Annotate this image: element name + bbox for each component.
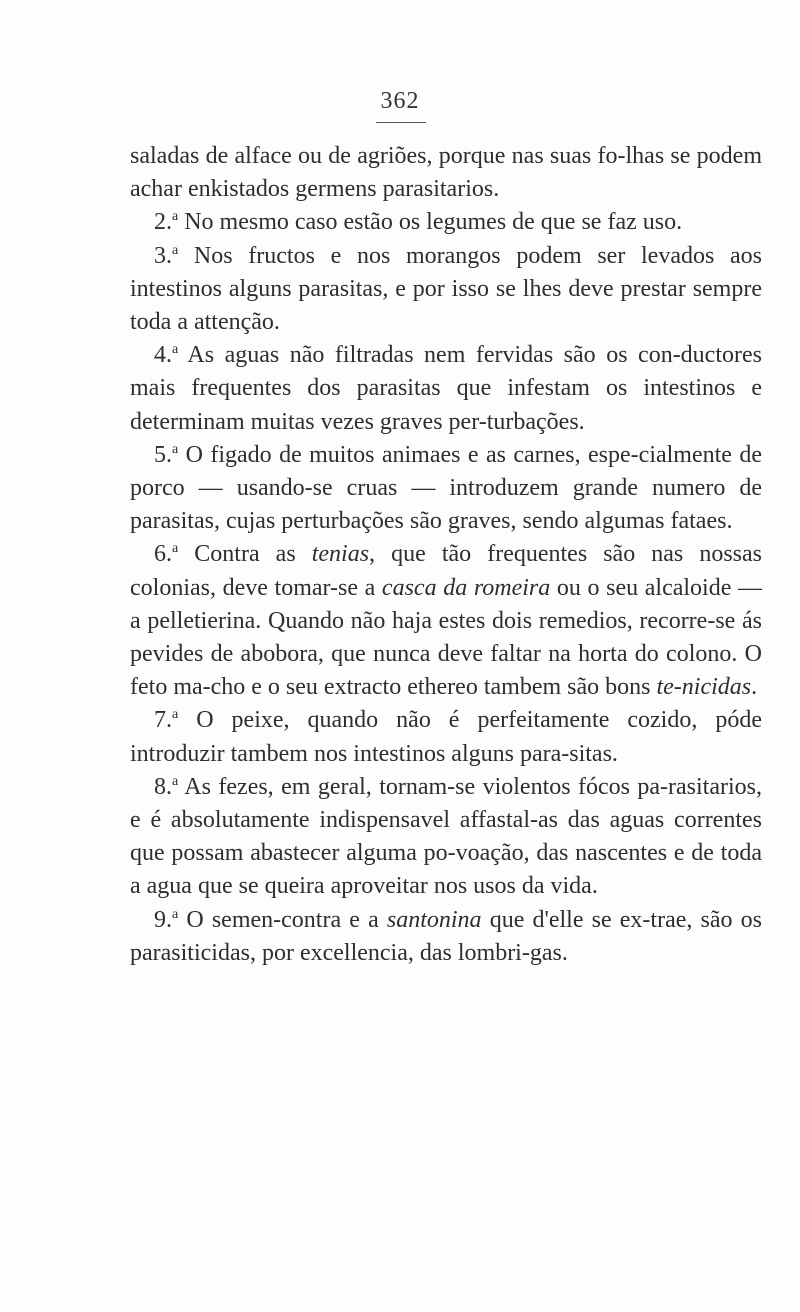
paragraph-text: As fezes, em geral, tornam-se violentos fócos pa-rasitarios, e é absolutamente indispensavel affastal-as das aguas correntes que possam abastecer alguma po-voação, das nascentes e de toda a agua que se queira aproveitar nos usos da vida. xyxy=(130,773,762,900)
ordinal-superscript: a xyxy=(172,773,179,789)
paragraph-number: 7. xyxy=(154,707,172,734)
paragraph-text: saladas de alface ou de agriões, porque nas suas fo-lhas se podem achar enkistados germens parasitarios. xyxy=(130,143,762,203)
paragraph-text: No mesmo caso estão os legumes de que se faz uso. xyxy=(178,209,683,236)
paragraph xyxy=(130,704,762,770)
paragraph xyxy=(130,904,762,970)
paragraph-number: 6. xyxy=(154,541,172,568)
ordinal-superscript: a xyxy=(172,342,179,358)
paragraph-number: 4. xyxy=(154,342,172,369)
paragraph-number: 3. xyxy=(154,242,172,269)
ordinal-superscript: a xyxy=(172,242,179,258)
paragraph-number: 8. xyxy=(154,773,172,800)
paragraph-text: O figado de muitos animaes e as carnes, espe-cialmente de porco — usando-se cruas — introduzem grande numero de parasitas, cujas perturbações são graves, sendo algumas fataes. xyxy=(130,441,762,535)
paragraph xyxy=(130,538,762,704)
paragraph xyxy=(130,140,762,206)
paragraph xyxy=(130,206,762,239)
ordinal-superscript: a xyxy=(172,441,179,457)
paragraph-text: Nos fructos e nos morangos podem ser levados aos intestinos alguns parasitas, e por isso se lhes deve prestar sempre toda a attenção. xyxy=(130,242,762,336)
paragraph-text: Contra as xyxy=(178,541,312,568)
italic-term: tenias xyxy=(311,541,370,568)
page-number-rule xyxy=(376,122,426,123)
paragraph-number: 5. xyxy=(154,441,172,468)
paragraph-text: ou o seu alcaloide — a pelletierina. Quando não haja estes dois remedios, recorre-se ás pevides de abobora, que nunca deve faltar na horta do colono. O feto ma-cho e o seu extracto ethereo tambem são bons xyxy=(130,574,762,701)
paragraph-text: que d'elle se ex-trae, são os parasiticidas, por excellencia, das lombri-gas. xyxy=(130,906,762,966)
page-number: 362 xyxy=(380,88,420,114)
italic-term: te-nicidas xyxy=(656,674,752,701)
ordinal-superscript: a xyxy=(172,541,179,557)
paragraph-text: As aguas não filtradas nem fervidas são os con-ductores mais frequentes dos parasitas que infestam os intestinos e determinam muitas vezes graves per-turbações. xyxy=(130,342,762,435)
paragraph-text: . xyxy=(751,674,758,701)
paragraph-text: O semen-contra e a xyxy=(178,906,387,933)
ordinal-superscript: a xyxy=(172,906,179,922)
paragraph xyxy=(130,240,762,340)
paragraph xyxy=(130,771,762,904)
paragraph-text: , que tão frequentes são nas nossas colonias, deve tomar-se a xyxy=(130,541,762,601)
paragraph-number: 2. xyxy=(154,209,172,236)
paragraph xyxy=(130,439,762,539)
italic-term: santonina xyxy=(386,906,482,933)
italic-term: casca da romeira xyxy=(381,574,551,601)
ordinal-superscript: a xyxy=(172,209,179,225)
paragraph xyxy=(130,339,762,439)
paragraph-text: O peixe, quando não é perfeitamente cozido, póde introduzir tambem nos intestinos alguns para-sitas. xyxy=(130,707,762,767)
paragraph-number: 9. xyxy=(154,906,172,933)
ordinal-superscript: a xyxy=(172,707,179,723)
body-text xyxy=(130,140,762,970)
